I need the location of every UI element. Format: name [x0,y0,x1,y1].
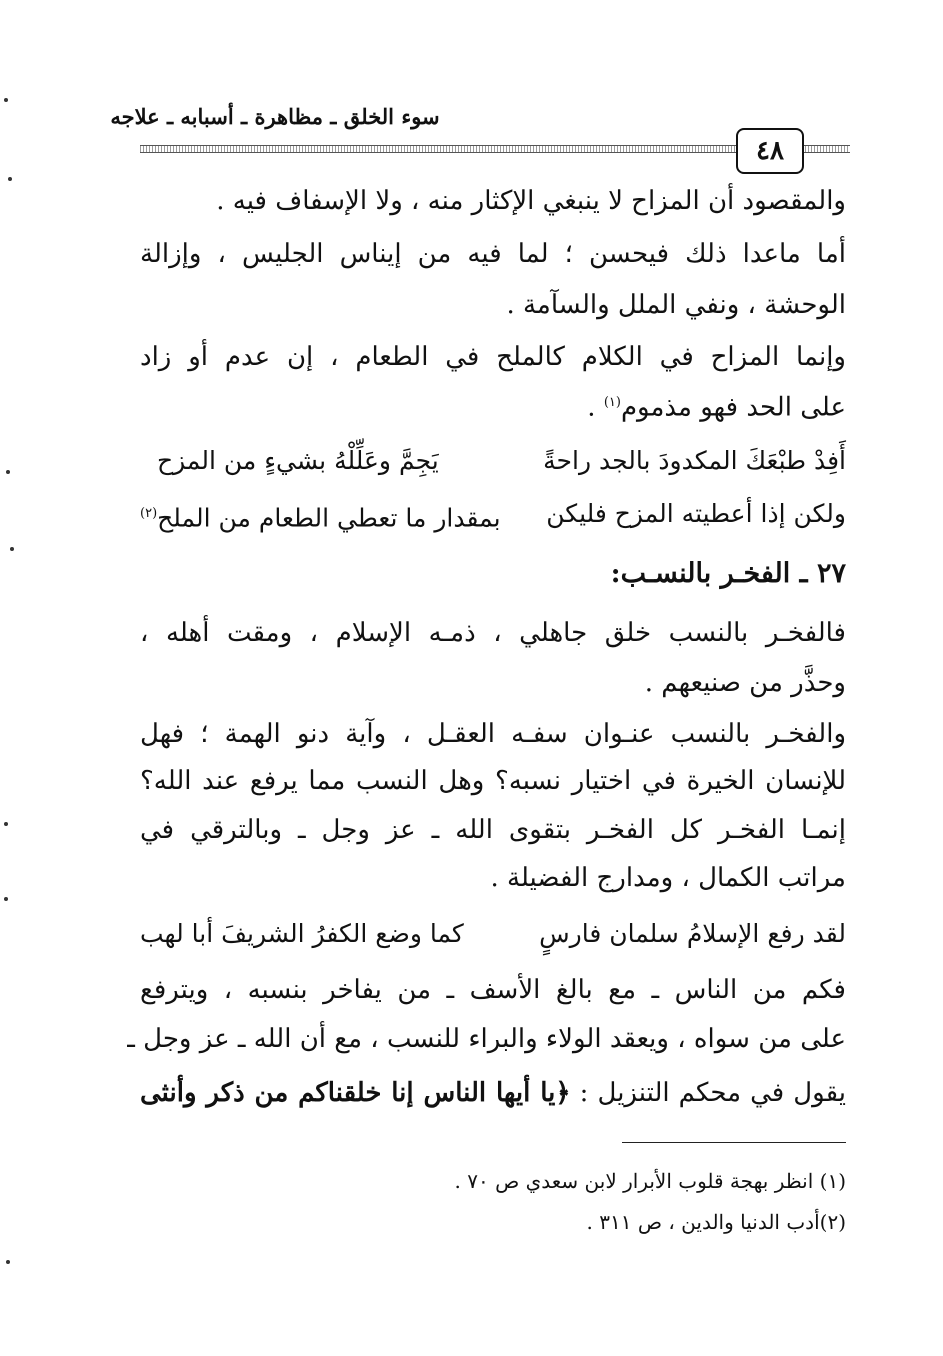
scan-speck [6,1260,10,1264]
text-line: إنمـا الفخـر كل الفخـر بتقوى الله ـ عز وجل ـ وبالترقي في [140,815,846,845]
text-line: والفخـر بالنسب عنـوان سفـه العقـل ، وآية دنو الهمة ؛ فهل [140,719,846,749]
footnote-marker: (٢) [140,506,158,521]
text-line: فكم من الناس ـ مع بالغ الأسف ـ من يفاخر بنسبه ، ويترفع [140,975,846,1005]
text-fragment: . [587,392,604,423]
verse-hemistich [140,496,501,536]
scan-speck [4,897,8,901]
scan-speck [4,822,8,826]
header-rule-right [802,145,850,153]
scan-speck [10,547,14,551]
text-line: مراتب الكمال ، ومدارج الفضيلة . [490,863,846,893]
text-line [587,385,846,426]
text-fragment: بمقدار ما تعطي الطعام من الملح [157,503,501,533]
verse-hemistich: كما وضع الكفرُ الشريفَ أبا لهب [140,919,464,948]
scan-speck [6,470,10,474]
header-rule [140,145,738,153]
footnote: (٢)أدب الدنيا والدين ، ص ٣١١ . [586,1210,846,1234]
text-fragment: على الحد فهو مذموم [620,392,846,423]
text-line: الوحشة ، ونفي الملل والسآمة . [506,290,846,320]
scan-speck [4,98,8,102]
text-line: للإنسان الخيرة في اختيار نسبه؟ وهل النسب مما يرفع عند الله؟ [140,766,846,796]
footnote-rule [622,1142,846,1143]
text-line: فالفخـر بالنسب خلق جاهلي ، ذمـه الإسلام ، ومقت أهله ، [140,618,846,648]
verse-hemistich: يَجِمَّ وعَلِّلْهُ بشيءٍ من المزح [157,446,439,475]
text-line: وإنما المزاح في الكلام كالملح في الطعام ، إن عدم أو زاد [140,342,846,372]
text-line [140,1075,846,1111]
footnote: (١) انظر بهجة قلوب الأبرار لابن سعدي ص ٧٠ . [454,1169,846,1193]
section-heading: ٢٧ ـ الفخـر بالنسـب: [610,558,846,589]
text-line: أما ماعدا ذلك فيحسن ؛ لما فيه من إيناس الجليس ، وإزالة [140,239,846,269]
verse-hemistich: لقد رفع الإسلامُ سلمان فارسٍ [539,919,846,948]
verse-hemistich: أَفِدْ طبْعَكَ المكدودَ بالجد راحةً [543,446,846,475]
scan-speck [8,177,12,181]
footnote-marker: (١) [603,395,621,410]
running-header-title: سوء الخلق ـ مظاهرة ـ أسبابه ـ علاجه [110,104,440,129]
page-number: ٤٨ [736,128,804,174]
text-line: على من سواه ، ويعقد الولاء والبراء للنسب ، مع أن الله ـ عز وجل ـ [127,1024,846,1054]
text-line: والمقصود أن المزاح لا ينبغي الإكثار منه ، ولا الإسفاف فيه . [216,186,846,216]
verse-hemistich: ولكن إذا أعطيته المزح فليكن [546,499,846,528]
quran-quote: ﴿يا أيها الناس إنا خلقناكم من ذكر وأنثى [140,1078,571,1108]
text-fragment: يقول في محكم التنزيل : [570,1078,846,1108]
text-line: وحذَّر من صنيعهم . [644,668,846,698]
